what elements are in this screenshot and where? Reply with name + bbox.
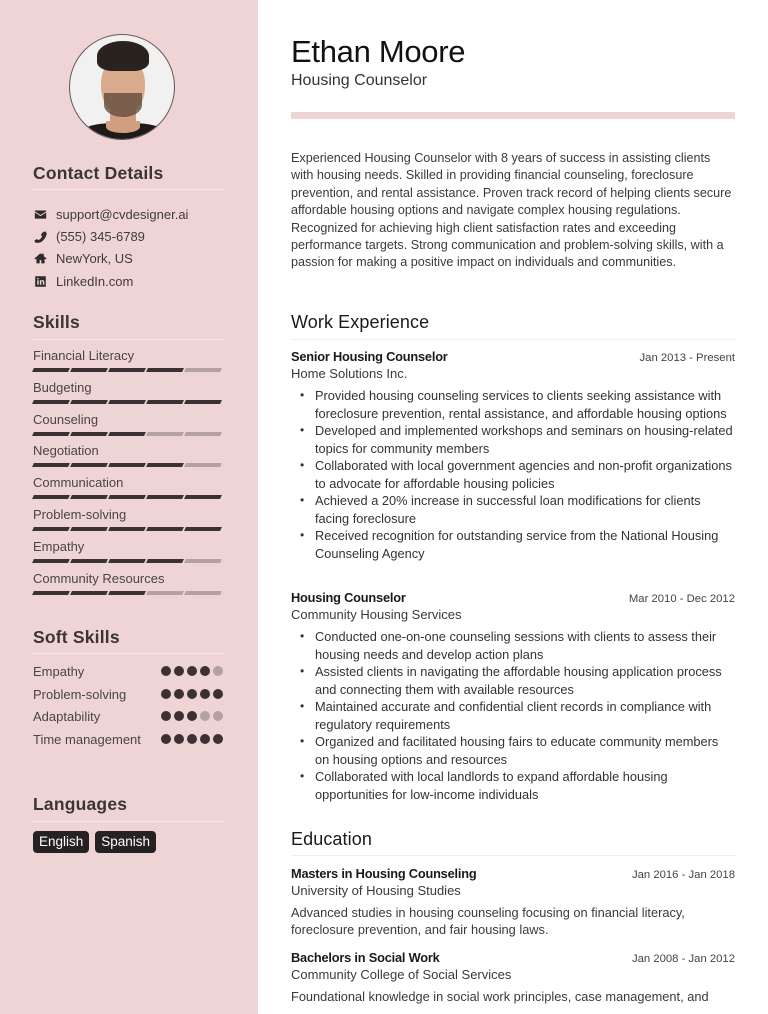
profile-summary: Experienced Housing Counselor with 8 years of success in assisting clients with housing needs. Skilled in providing financial counseling, foreclosure prevention, and rental assistance. Proven track record of helping clients secure affordable housing options and navigate complex housing regulations. Recognized for achieving high client satisfaction rates and exceeding performance targets. Strong communication and problem-solving skills, with a passion for making a positive impact on individuals and communities.: [291, 151, 732, 270]
rating-bar-filled: [108, 559, 145, 563]
soft-skill-item: [33, 708, 223, 725]
soft-skill-item: [33, 731, 223, 748]
skill-rating-bars: [33, 591, 223, 595]
contact-phone[interactable]: [33, 225, 233, 247]
contact-linkedin[interactable]: [33, 270, 233, 292]
contact-location: [33, 248, 233, 270]
rating-bar-filled: [32, 527, 69, 531]
soft-skills-list: [33, 663, 223, 753]
contact-email-text: support@cvdesigner.ai: [56, 206, 189, 222]
languages-divider: [33, 821, 224, 822]
contact-linkedin-text: LinkedIn.com: [56, 273, 134, 289]
work-bullet: • Provided housing counseling services to clients seeking assistance with foreclosure prevention, rental assistance, and affordable housing options: [291, 387, 735, 422]
phone-icon: [33, 229, 47, 243]
soft-skill-name: Adaptability: [33, 709, 101, 724]
soft-skill-item: [33, 686, 223, 703]
language-badge: English: [33, 831, 89, 853]
skill-rating-bars: [33, 400, 223, 404]
skills-divider: [33, 339, 224, 340]
rating-dot-filled: [174, 666, 184, 676]
contact-location-text: NewYork, US: [56, 251, 133, 267]
work-bullet: • Collaborated with local government agencies and non-profit organizations to advocate for affordable housing policies: [291, 457, 735, 492]
rating-dot-filled: [200, 689, 210, 699]
work-divider: [291, 339, 735, 340]
skill-rating-bars: [33, 527, 223, 531]
education-dates: Jan 2008 - Jan 2012: [631, 953, 735, 965]
language-badge: Spanish: [95, 831, 156, 853]
skill-name: Budgeting: [33, 379, 92, 395]
candidate-title: Housing Counselor: [291, 72, 428, 89]
work-bullet: • Maintained accurate and confidential client records in compliance with regulatory requirements: [291, 698, 735, 733]
work-role: Housing Counselor: [291, 590, 406, 605]
rating-bar-empty: [184, 463, 221, 467]
avatar-beard: [104, 93, 142, 117]
rating-bar-filled: [108, 463, 145, 467]
skill-item: [33, 412, 223, 444]
home-icon: [33, 252, 47, 266]
rating-bar-filled: [108, 432, 145, 436]
work-company: Community Housing Services: [291, 607, 462, 622]
work-bullet: • Developed and implemented workshops and seminars on housing-related topics for community members: [291, 422, 735, 457]
skill-name: Community Resources: [33, 570, 165, 586]
rating-dot-filled: [174, 689, 184, 699]
work-section-title: Work Experience: [291, 312, 430, 332]
skill-rating-bars: [33, 463, 223, 467]
rating-bar-empty: [146, 432, 183, 436]
rating-bar-filled: [70, 432, 107, 436]
rating-dot-filled: [161, 734, 171, 744]
education-degree: Masters in Housing Counseling: [291, 866, 477, 881]
rating-bar-filled: [32, 400, 69, 404]
rating-bar-filled: [32, 432, 69, 436]
rating-bar-filled: [70, 527, 107, 531]
rating-bar-empty: [184, 432, 221, 436]
header-accent-bar: [291, 112, 735, 119]
rating-bar-filled: [184, 495, 221, 499]
rating-dot-filled: [161, 666, 171, 676]
soft-skill-rating-dots: [161, 711, 223, 721]
rating-bar-filled: [108, 368, 145, 372]
skill-name: Counseling: [33, 411, 99, 427]
skill-item: [33, 571, 223, 603]
education-dates: Jan 2016 - Jan 2018: [631, 869, 735, 881]
rating-dot-filled: [213, 689, 223, 699]
rating-bar-filled: [108, 400, 145, 404]
rating-bar-filled: [70, 559, 107, 563]
contact-list: [33, 203, 233, 292]
rating-bar-empty: [146, 591, 183, 595]
avatar: [69, 34, 175, 140]
education-school: University of Housing Studies: [291, 883, 461, 898]
skill-rating-bars: [33, 495, 223, 499]
education-entry: [291, 866, 735, 939]
candidate-name: Ethan Moore: [291, 34, 466, 69]
skill-name: Problem-solving: [33, 506, 127, 522]
skill-name: Negotiation: [33, 443, 99, 459]
soft-skill-name: Problem-solving: [33, 686, 127, 702]
skill-name: Communication: [33, 475, 124, 491]
skills-section-title: Skills: [33, 312, 80, 332]
rating-dot-filled: [187, 734, 197, 744]
skill-rating-bars: [33, 559, 223, 563]
contact-section-title: Contact Details: [33, 163, 164, 183]
rating-bar-filled: [108, 591, 145, 595]
rating-bar-filled: [32, 495, 69, 499]
work-bullets: [291, 387, 735, 562]
work-entry: [291, 349, 735, 562]
work-dates: Mar 2010 - Dec 2012: [628, 593, 735, 605]
rating-dot-filled: [213, 734, 223, 744]
rating-bar-filled: [32, 591, 69, 595]
avatar-hair: [97, 41, 149, 71]
skill-name: Empathy: [33, 538, 85, 554]
rating-bar-filled: [146, 559, 183, 563]
rating-bar-filled: [108, 495, 145, 499]
rating-bar-filled: [146, 527, 183, 531]
rating-bar-filled: [32, 368, 69, 372]
work-entry: [291, 590, 735, 803]
rating-bar-filled: [146, 400, 183, 404]
work-bullet: • Achieved a 20% increase in successful loan modifications for clients facing foreclosure: [291, 492, 735, 527]
rating-bar-filled: [146, 495, 183, 499]
work-bullet: • Conducted one-on-one counseling sessions with clients to assess their housing needs and develop action plans: [291, 628, 735, 663]
linkedin-icon: [33, 274, 47, 288]
rating-bar-filled: [184, 527, 221, 531]
soft-skill-item: [33, 663, 223, 680]
rating-bar-filled: [70, 591, 107, 595]
work-bullet: • Received recognition for outstanding service from the National Housing Counseling Agency: [291, 527, 735, 562]
education-description: Foundational knowledge in social work principles, case management, and: [291, 989, 709, 1004]
rating-bar-empty: [184, 368, 221, 372]
work-bullets: [291, 628, 735, 803]
work-bullet: • Collaborated with local landlords to expand affordable housing opportunities for low-income individuals: [291, 768, 735, 803]
work-role: Senior Housing Counselor: [291, 349, 448, 364]
skill-name: Financial Literacy: [33, 348, 135, 363]
soft-skill-name: Time management: [33, 731, 141, 747]
education-degree: Bachelors in Social Work: [291, 950, 440, 965]
contact-phone-text: (555) 345-6789: [56, 228, 145, 244]
skill-item: [33, 475, 223, 507]
skill-item: [33, 380, 223, 412]
rating-bar-filled: [146, 368, 183, 372]
rating-bar-filled: [70, 368, 107, 372]
rating-dot-filled: [187, 689, 197, 699]
skill-item: [33, 539, 223, 571]
rating-dot-filled: [187, 666, 197, 676]
soft-skills-divider: [33, 653, 224, 654]
education-divider: [291, 855, 735, 856]
soft-skill-rating-dots: [161, 689, 223, 699]
rating-bar-filled: [70, 400, 107, 404]
rating-bar-empty: [184, 591, 221, 595]
rating-bar-filled: [70, 463, 107, 467]
rating-bar-filled: [32, 559, 69, 563]
rating-dot-filled: [161, 689, 171, 699]
rating-dot-filled: [187, 711, 197, 721]
rating-dot-filled: [200, 666, 210, 676]
languages-list: [33, 831, 156, 853]
work-company: Home Solutions Inc.: [291, 366, 408, 381]
education-section-title: Education: [291, 829, 372, 849]
education-description: Advanced studies in housing counseling focusing on financial literacy, foreclosure prevention, and fair housing laws.: [291, 905, 685, 938]
contact-divider: [33, 189, 224, 190]
sidebar: [0, 0, 258, 1014]
work-bullet: • Organized and facilitated housing fairs to educate community members on housing options and resources: [291, 733, 735, 768]
rating-dot-filled: [174, 711, 184, 721]
work-dates: Jan 2013 - Present: [639, 352, 735, 364]
rating-bar-filled: [146, 463, 183, 467]
avatar-collar: [106, 121, 140, 133]
languages-section-title: Languages: [33, 794, 128, 814]
skill-item: [33, 507, 223, 539]
soft-skill-rating-dots: [161, 666, 223, 676]
soft-skills-section-title: Soft Skills: [33, 627, 120, 647]
rating-bar-empty: [184, 559, 221, 563]
rating-bar-filled: [32, 463, 69, 467]
skill-rating-bars: [33, 368, 223, 372]
education-entry: [291, 950, 735, 1005]
rating-dot-filled: [174, 734, 184, 744]
rating-bar-filled: [108, 527, 145, 531]
soft-skill-name: Empathy: [33, 664, 85, 679]
rating-bar-filled: [184, 400, 221, 404]
skill-item: [33, 443, 223, 475]
contact-email[interactable]: [33, 203, 233, 225]
rating-dot-empty: [213, 666, 223, 676]
skill-item: [33, 348, 223, 380]
rating-dot-empty: [213, 711, 223, 721]
work-bullet: • Assisted clients in navigating the affordable housing application process and connecting them with available resources: [291, 663, 735, 698]
rating-dot-filled: [161, 711, 171, 721]
education-school: Community College of Social Services: [291, 967, 512, 982]
rating-bar-filled: [70, 495, 107, 499]
skill-rating-bars: [33, 432, 223, 436]
skills-list: [33, 348, 223, 602]
rating-dot-empty: [200, 711, 210, 721]
envelope-icon: [33, 207, 47, 221]
soft-skill-rating-dots: [161, 734, 223, 744]
rating-dot-filled: [200, 734, 210, 744]
